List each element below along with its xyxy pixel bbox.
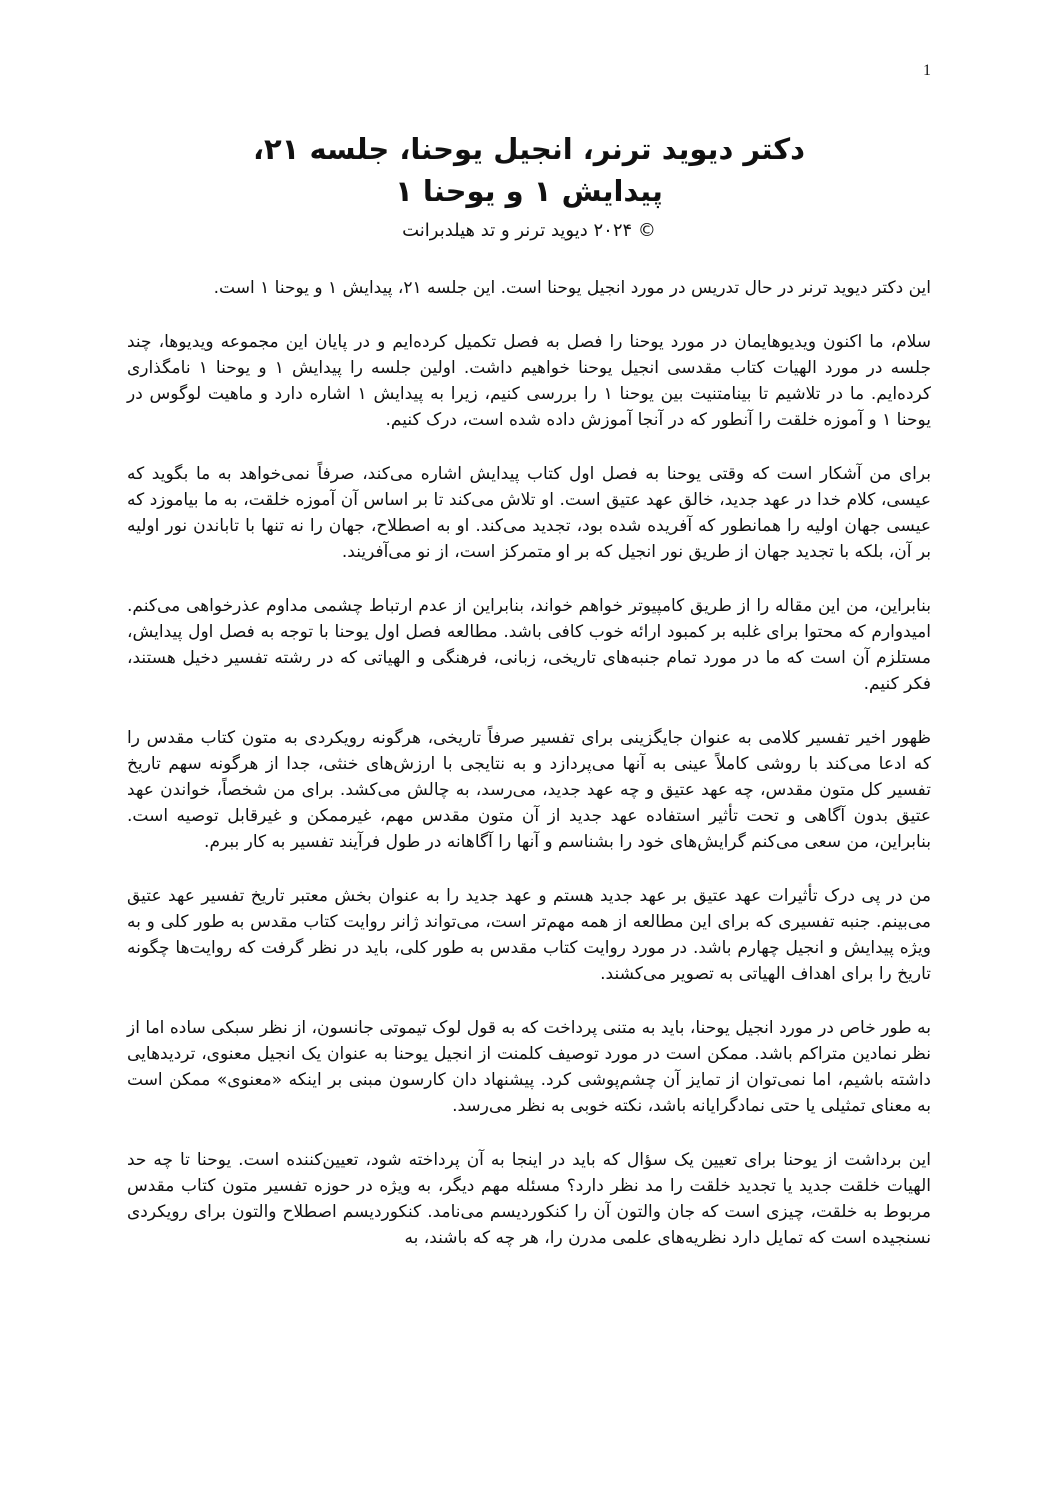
copyright-byline: © ۲۰۲۴ دیوید ترنر و تد هیلدبرانت [402, 220, 656, 241]
document-body [127, 275, 931, 1279]
paragraph: به طور خاص در مورد انجیل یوحنا، باید به متنی پرداخت که به قول لوک تیموتی جانسون، از نظر سبکی ساده اما از نظر نمادین متراکم باشد. ممکن است در مورد توصیف کلمنت از انجیل یوحنا به عنوان یک انجیل معنوی، تردیدهایی داشته باشیم، اما نمی‌توان از تمایز آن چشم‌پوشی کرد. پیشنهاد دان کارسون مبنی بر اینکه «معنوی» ممکن است به معنای تمثیلی یا حتی نمادگرایانه باشد، نکته خوبی به نظر می‌رسد. [127, 1018, 931, 1116]
paragraph-intro: این دکتر دیوید ترنر در حال تدریس در مورد انجیل یوحنا است. این جلسه ۲۱، پیدایش ۱ و یوحنا ۱ است. [213, 278, 931, 298]
paragraph: سلام، ما اکنون ویدیوهایمان در مورد یوحنا را فصل به فصل تکمیل کرده‌ایم و در پایان این مجموعه ویدیوها، چند جلسه در مورد الهیات کتاب مقدسی انجیل یوحنا خواهیم داشت. اولین جلسه را پیدایش ۱ و یوحنا ۱ نامگذاری کرده‌ایم. ما در تلاشیم تا بینامتنیت بین یوحنا ۱ را بررسی کنیم، زیرا به پیدایش ۱ اشاره دارد و ماهیت لوگوس در یوحنا ۱ و آموزه خلقت را آنطور که در آنجا آموزش داده شده است، درک کنیم. [127, 332, 931, 430]
title-block [127, 128, 931, 246]
page-number: 1 [923, 62, 931, 79]
paragraph: این برداشت از یوحنا برای تعیین یک سؤال که باید در اینجا به آن پرداخته شود، تعیین‌کننده است. یوحنا تا چه حد الهیات خلقت جدید یا تجدید خلقت را مد نظر دارد؟ مسئله مهم دیگر، به ویژه در حوزه تفسیر متون کتاب مقدس مربوط به خلقت، چیزی است که جان والتون آن را کنکوردیسم می‌نامد. کنکوردیسم اصطلاح والتون برای رویکردی نسنجیده است که تمایل دارد نظریه‌های علمی مدرن را، هر چه که باشند، به [127, 1150, 931, 1248]
paragraph: ظهور اخیر تفسیر کلامی به عنوان جایگزینی برای تفسیر صرفاً تاریخی، هرگونه رویکردی به متون کتاب مقدس را که ادعا می‌کند با روشی کاملاً عینی به آنها می‌پردازد و به نتایجی با ارزش‌های خنثی، جدا از هرگونه سهم تاریخ تفسیر کل متون مقدس، چه عهد عتیق و چه عهد جدید، می‌رسد، به چالش می‌کشد. برای من شخصاً، خواندن عهد عتیق بدون آگاهی و تحت تأثیر استفاده عهد جدید از آن متون مقدس مهم، غیرممکن و غیرقابل توصیه است. بنابراین، من سعی می‌کنم گرایش‌های خود را بشناسم و آنها را آگاهانه در طول فرآیند تفسیر به کار ببرم. [127, 728, 931, 852]
paragraph: من در پی درک تأثیرات عهد عتیق بر عهد جدید هستم و عهد جدید را به عنوان بخش معتبر تاریخ تفسیر عهد عتیق می‌بینم. جنبه تفسیری که برای این مطالعه از همه مهم‌تر است، می‌تواند ژانر روایت کتاب مقدس به طور کلی و به ویژه پیدایش و انجیل چهارم باشد. در مورد روایت کتاب مقدس به طور کلی، باید در نظر گرفت که روایت‌ها چگونه تاریخ را برای اهداف الهیاتی به تصویر می‌کشند. [127, 886, 931, 984]
document-title-line-1: دکتر دیوید ترنر، انجیل یوحنا، جلسه ۲۱، [252, 132, 806, 166]
document-title-line-2: پیدایش ۱ و یوحنا ۱ [395, 174, 663, 208]
paragraph: برای من آشکار است که وقتی یوحنا به فصل اول کتاب پیدایش اشاره می‌کند، صرفاً نمی‌خواهد به ما بگوید که عیسی، کلام خدا در عهد جدید، خالق عهد عتیق است. او تلاش می‌کند تا بر اساس آن آموزه خلقت، به ما بیاموزد که عیسی جهان اولیه را همانطور که آفریده شده بود، تجدید می‌کند. او به اصطلاح، جهان را نه تنها با تاباندن نور اولیه بر آن، بلکه با تجدید جهان از طریق نور انجیل که بر او متمرکز است، از نو می‌آفریند. [127, 464, 931, 562]
paragraph: بنابراین، من این مقاله را از طریق کامپیوتر خواهم خواند، بنابراین از عدم ارتباط چشمی مداوم عذرخواهی می‌کنم. امیدوارم که محتوا برای غلبه بر کمبود ارائه خوب کافی باشد. مطالعه فصل اول یوحنا با توجه به فصل اول پیدایش، مستلزم آن است که ما در مورد تمام جنبه‌های تاریخی، زبانی، فرهنگی و الهیاتی که در رشته تفسیر دخیل هستند، فکر کنیم. [127, 596, 931, 694]
